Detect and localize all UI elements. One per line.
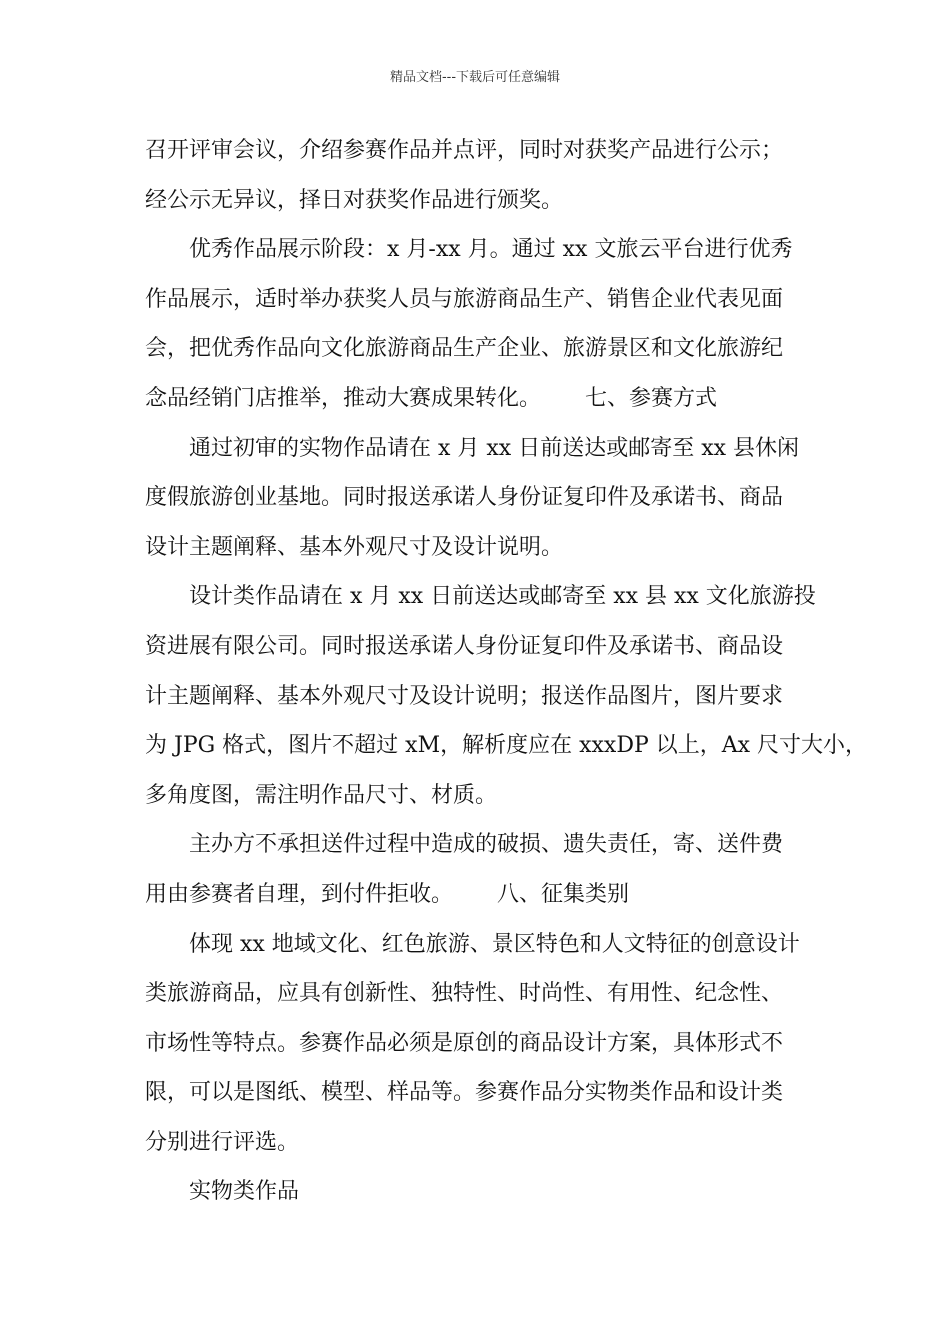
text-line <box>145 721 868 771</box>
line-text: 用由参赛者自理，到付件拒收。 <box>145 881 454 907</box>
line-text: 分别进行评选。 <box>145 1129 300 1155</box>
line-text: 经公示无异议，择日对获奖作品进行颁奖。 <box>145 187 564 213</box>
text-line <box>145 424 820 474</box>
text-line <box>145 572 820 622</box>
text-line <box>145 622 820 672</box>
line-text: 会，把优秀作品向文化旅游商品生产企业、旅游景区和文化旅游纪 <box>145 336 784 362</box>
line-text: 召开评审会议，介绍参赛作品并点评，同时对获奖产品进行公示； <box>145 138 784 163</box>
line-text: 主办方不承担送件过程中造成的破损、遗失责任，寄、送件费 <box>189 832 784 858</box>
text-line <box>145 771 820 821</box>
text-line <box>145 870 820 920</box>
text-line <box>145 1167 820 1217</box>
text-line <box>145 473 820 523</box>
document-body <box>145 126 868 1217</box>
line-text: 设计类作品请在 x 月 xx 日前送达或邮寄至 xx 县 xx 文化旅游投 <box>189 584 816 610</box>
line-text: 设计主题阐释、基本外观尺寸及设计说明。 <box>145 534 564 560</box>
line-text: 市场性等特点。参赛作品必须是原创的商品设计方案，具体形式不 <box>145 1030 784 1056</box>
text-line <box>145 176 820 226</box>
text-line <box>145 126 820 176</box>
section-heading: 八、征集类别 <box>497 881 630 907</box>
text-line <box>145 820 820 870</box>
text-line <box>145 920 820 970</box>
line-text: 多角度图，需注明作品尺寸、材质。 <box>145 782 498 808</box>
section-heading: 七、参赛方式 <box>585 385 718 411</box>
line-text: 实物类作品 <box>189 1179 300 1205</box>
text-line <box>145 969 820 1019</box>
line-text: 类旅游商品，应具有创新性、独特性、时尚性、有用性、纪念性、 <box>145 981 784 1007</box>
line-text: 限，可以是图纸、模型、样品等。参赛作品分实物类作品和设计类 <box>145 1080 784 1106</box>
text-line <box>145 523 820 573</box>
line-text: 优秀作品展示阶段：x 月-xx 月。通过 xx 文旅云平台进行优秀 <box>189 237 793 263</box>
text-line <box>145 225 820 275</box>
line-text: 作品展示，适时举办获奖人员与旅游商品生产、销售企业代表见面 <box>145 286 784 312</box>
page-header: 精品文档---下载后可任意编辑 <box>389 70 561 85</box>
text-line <box>145 672 820 722</box>
line-text: 通过初审的实物作品请在 x 月 xx 日前送达或邮寄至 xx 县休闲 <box>189 435 799 461</box>
text-line <box>145 374 820 424</box>
text-line <box>145 324 820 374</box>
line-text: 体现 xx 地域文化、红色旅游、景区特色和人文特征的创意设计 <box>189 931 800 957</box>
text-line <box>145 1118 820 1168</box>
text-line <box>145 275 820 325</box>
text-line <box>145 1019 820 1069</box>
line-text: 为 JPG 格式，图片不超过 xM，解析度应在 xxxDP 以上，Ax 尺寸大小， <box>145 733 868 759</box>
line-text: 度假旅游创业基地。同时报送承诺人身份证复印件及承诺书、商品 <box>145 485 784 511</box>
line-text: 计主题阐释、基本外观尺寸及设计说明；报送作品图片，图片要求 <box>145 683 784 709</box>
text-line <box>145 1068 820 1118</box>
line-text: 资进展有限公司。同时报送承诺人身份证复印件及承诺书、商品设 <box>145 633 784 659</box>
line-text: 念品经销门店推举，推动大赛成果转化。 <box>145 385 542 411</box>
